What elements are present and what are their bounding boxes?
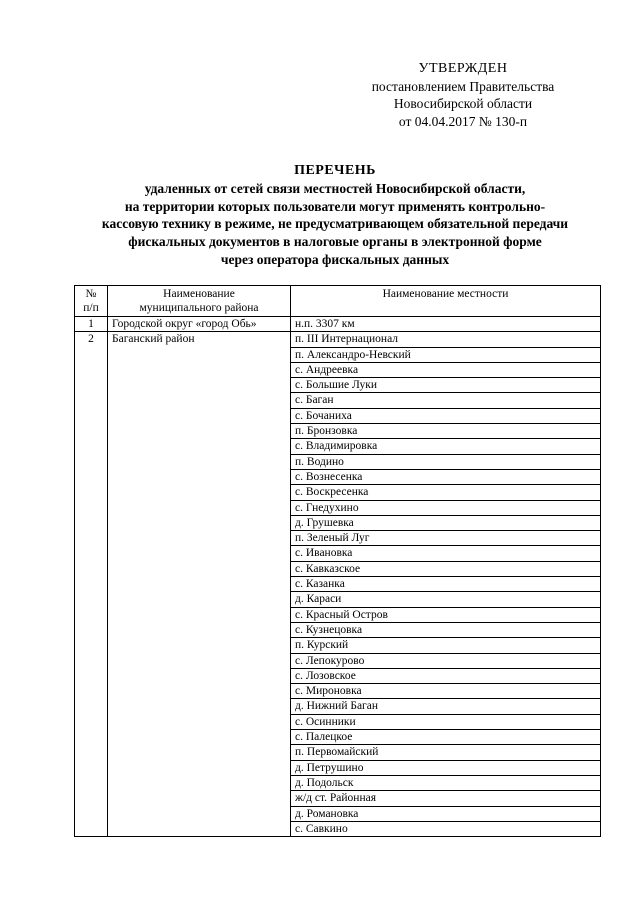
locality-name: с. Вознесенка [291,469,601,484]
approval-line-3: от 04.04.2017 № 130-п [398,113,528,129]
locality-name: д. Караси [291,592,601,607]
locality-name: с. Бочаниха [291,408,601,423]
locality-name: с. Савкино [291,821,601,836]
locality-name: с. Кавказское [291,561,601,576]
title-line-1: удаленных от сетей связи местностей Новосибирской области, [144,180,526,196]
locality-name: п. Александро-Невский [291,347,601,362]
locality-name: с. Мироновка [291,684,601,699]
header-num-line-2: п/п [83,302,99,314]
locality-name: п. Водино [291,454,601,469]
locality-name: п. Зеленый Луг [291,531,601,546]
locality-name: с. Лепокурово [291,653,601,668]
title-heading: ПЕРЕЧЕНЬ [294,163,376,178]
title-line-3: кассовую технику в режиме, не предусматривающем обязательной передачи [101,216,569,232]
row-number: 1 [75,317,108,332]
locality-name: п. Первомайский [291,745,601,760]
locality-name: с. Красный Остров [291,607,601,622]
approval-heading: УТВЕРЖДЕН [418,61,508,76]
locality-name: д. Петрушино [291,760,601,775]
localities-table [74,285,601,837]
locality-name: с. Большие Луки [291,378,601,393]
locality-name: д. Грушевка [291,515,601,530]
locality-name: с. Владимировка [291,439,601,454]
locality-name: с. Осинники [291,714,601,729]
locality-name: н.п. 3307 км [291,317,601,332]
locality-name: с. Андреевка [291,362,601,377]
approval-stamp [348,60,578,130]
title-line-5: через оператора фискальных данных [220,251,450,267]
row-number: 2 [75,332,108,837]
locality-name: п. Бронзовка [291,424,601,439]
header-num [75,286,108,317]
locality-name: п. Курский [291,638,601,653]
locality-name: п. III Интернационал [291,332,601,347]
header-num-line-1: № [85,288,97,300]
locality-name: д. Романовка [291,806,601,821]
district-name: Городской округ «город Обь» [108,317,291,332]
locality-name: с. Кузнецовка [291,622,601,637]
district-name: Баганский район [108,332,291,837]
approval-line-1: постановлением Правительства [371,78,555,94]
locality-name: с. Баган [291,393,601,408]
table-body [75,317,601,837]
title-line-2: на территории которых пользователи могут применять контрольно- [124,198,546,214]
header-district [108,286,291,317]
document-title [40,162,630,269]
locality-name: с. Гнедухино [291,500,601,515]
table-header-row [75,286,601,317]
locality-name: с. Ивановка [291,546,601,561]
locality-name: ж/д ст. Районная [291,791,601,806]
locality-name: с. Палецкое [291,730,601,745]
title-line-4: фискальных документов в налоговые органы в электронной форме [128,234,542,250]
header-district-line-2: муниципального района [139,302,259,314]
locality-name: с. Казанка [291,577,601,592]
table-row [75,317,601,332]
table-row [75,332,601,347]
locality-name: с. Воскресенка [291,485,601,500]
locality-name: с. Лозовское [291,668,601,683]
locality-name: д. Подольск [291,775,601,790]
approval-line-2: Новосибирской области [393,96,533,111]
header-district-line-1: Наименование [163,288,235,300]
locality-name: д. Нижний Баган [291,699,601,714]
header-locality: Наименование местности [291,286,601,317]
